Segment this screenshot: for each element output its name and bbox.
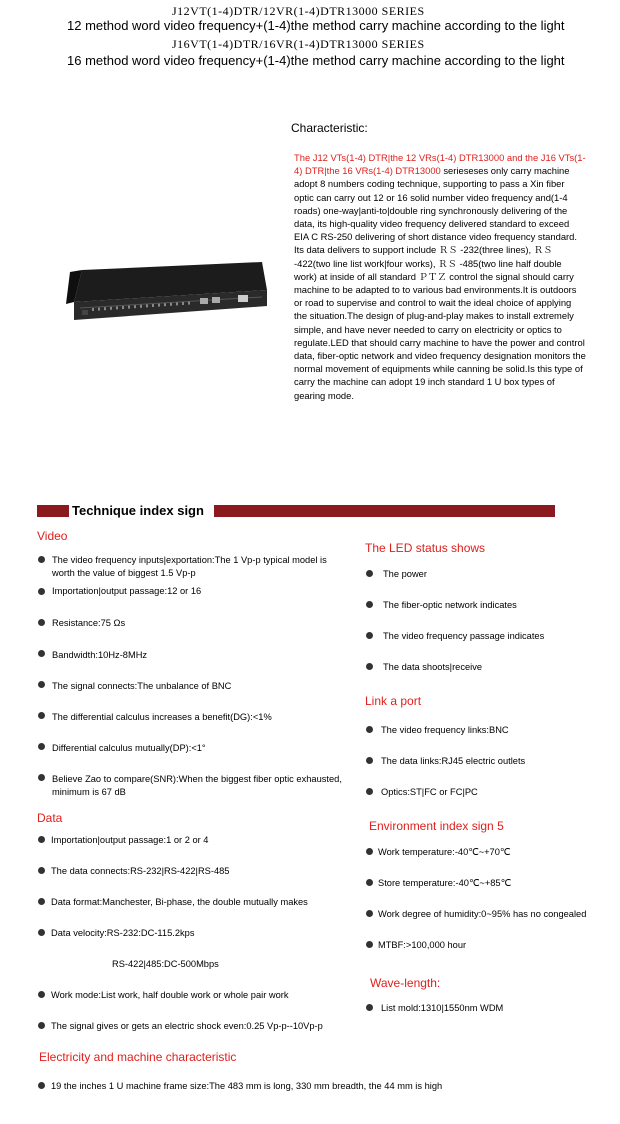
series-title-1: J12VT(1-4)DTR/12VR(1-4)DTR13000 SERIES: [172, 4, 425, 18]
data-item: Work mode:List work, half double work or whole pair work: [51, 990, 289, 1000]
headline-2: 16 method word video frequency+(1-4)the method carry machine according to the light: [67, 53, 565, 68]
bullet-icon: [38, 712, 45, 719]
data-velocity-line2: RS-422|485:DC-500Mbps: [112, 959, 219, 969]
data-item: Data format:Manchester, Bi-phase, the double mutually makes: [51, 897, 308, 907]
bullet-icon: [38, 556, 45, 563]
bullet-icon: [38, 743, 45, 750]
environment-heading: Environment index sign 5: [369, 819, 504, 833]
bullet-icon: [366, 1004, 373, 1011]
bullet-icon: [366, 601, 373, 608]
bullet-icon: [366, 726, 373, 733]
rack-unit-device-icon: [62, 262, 272, 322]
section-bar-right: [214, 505, 555, 517]
bullet-icon: [38, 991, 45, 998]
link-item: The video frequency links:BNC: [381, 725, 509, 735]
bullet-icon: [38, 1082, 45, 1089]
data-item: Importation|output passage:1 or 2 or 4: [51, 835, 209, 845]
bullet-icon: [38, 1022, 45, 1029]
bullet-icon: [38, 681, 45, 688]
bullet-icon: [38, 929, 45, 936]
wave-heading: Wave-length:: [370, 976, 441, 990]
video-item: Bandwidth:10Hz-8MHz: [52, 650, 148, 660]
led-heading: The LED status shows: [365, 541, 486, 555]
characteristic-title: Characteristic:: [291, 121, 368, 135]
bullet-icon: [366, 788, 373, 795]
environment-item: Store temperature:-40℃~+85℃: [378, 878, 512, 888]
bullet-icon: [38, 836, 45, 843]
video-item: The video frequency inputs|exportation:The 1 Vp-p typical model is worth the value of biggest 1.5 Vp-p: [52, 555, 327, 578]
characteristic-body-text: serieseses only carry machine adopt 8 numbers coding technique, supporting to pass a Xin fiber optic can carry out 12 or 16 solid number video frequency and(1-4 roads) one-way|anti-to|double ring synchronously delivering of the data, its high-quality video frequency delivered standard to exceed EIA C RS-250 delivering of short distance video frequency standard. Its data delivers to support include ＲＳ -232(three lines), ＲＳ -422(two line list work|four works), ＲＳ -485(two line half double work) at inside of all standard ＰＴＺ control the signal should carry machine to be adapted to to various bad environments.It is outdoors or road to supervise and control to wait the ideal choice of applying the situation.The design of plug-and-play makes to install extremely simple, and have never needed to carry on electricity or optics to regulate.LED that should carry machine to have the power and control data, fiber-optic network and video frequency designation monitors the normal movement of equipments while canning be solid.Is this type of carry the machine can adopt 19 inch standard 1 U box types of gearing mode.: [294, 165, 586, 401]
bullet-icon: [38, 588, 45, 595]
bullet-icon: [366, 879, 373, 886]
bullet-icon: [38, 867, 45, 874]
environment-item: MTBF:>100,000 hour: [378, 940, 467, 950]
led-item: The fiber-optic network indicates: [383, 600, 517, 610]
bullet-icon: [38, 619, 45, 626]
section-bar-left: [37, 505, 69, 517]
bullet-icon: [366, 632, 373, 639]
characteristic-red-text: The J12 VTs(1-4) DTR|the 12 VRs(1-4) DTR13000 and the J16 VTs(1-4) DTR|the 16 VRs(1-4) DTR13000: [294, 152, 586, 177]
bullet-icon: [366, 848, 373, 855]
bullet-icon: [366, 757, 373, 764]
series-title-2: J16VT(1-4)DTR/16VR(1-4)DTR13000 SERIES: [172, 37, 425, 51]
video-item: The signal connects:The unbalance of BNC: [52, 681, 232, 691]
bullet-icon: [366, 941, 373, 948]
data-heading: Data: [37, 811, 63, 825]
led-item: The video frequency passage indicates: [383, 631, 545, 641]
bullet-icon: [38, 774, 45, 781]
wave-item: List mold:1310|1550nm WDM: [381, 1003, 504, 1013]
led-item: The data shoots|receive: [383, 662, 483, 672]
data-item: The data connects:RS-232|RS-422|RS-485: [51, 866, 230, 876]
bullet-icon: [366, 910, 373, 917]
product-image: [62, 262, 272, 322]
bullet-icon: [38, 650, 45, 657]
video-item: Importation|output passage:12 or 16: [52, 586, 202, 596]
link-item: Optics:ST|FC or FC|PC: [381, 787, 478, 797]
video-item: Differential calculus mutually(DP):<1°: [52, 743, 206, 753]
link-heading: Link a port: [365, 694, 422, 708]
headline-1: 12 method word video frequency+(1-4)the method carry machine according to the light: [67, 18, 565, 33]
data-item: The signal gives or gets an electric shock even:0.25 Vp-p--10Vp-p: [51, 1021, 323, 1031]
data-item: Data velocity:RS-232:DC-115.2kps: [51, 928, 195, 938]
environment-item: Work temperature:-40℃~+70℃: [378, 847, 511, 857]
characteristic-description: [294, 151, 586, 402]
video-item: The differential calculus increases a benefit(DG):<1%: [52, 712, 272, 722]
technique-title: Technique index sign: [72, 503, 204, 518]
link-item: The data links:RJ45 electric outlets: [381, 756, 526, 766]
video-item: Believe Zao to compare(SNR):When the biggest fiber optic exhausted, minimum is 67 dB: [52, 774, 342, 797]
video-item: Resistance:75 Ωs: [52, 618, 126, 628]
bullet-icon: [38, 898, 45, 905]
video-heading: Video: [37, 529, 68, 543]
led-item: The power: [383, 569, 427, 579]
electricity-item: 19 the inches 1 U machine frame size:The 483 mm is long, 330 mm breadth, the 44 mm is high: [51, 1081, 443, 1091]
bullet-icon: [366, 570, 373, 577]
electricity-heading: Electricity and machine characteristic: [39, 1050, 237, 1064]
environment-item: Work degree of humidity:0~95% has no congealed: [378, 909, 587, 919]
bullet-icon: [366, 663, 373, 670]
